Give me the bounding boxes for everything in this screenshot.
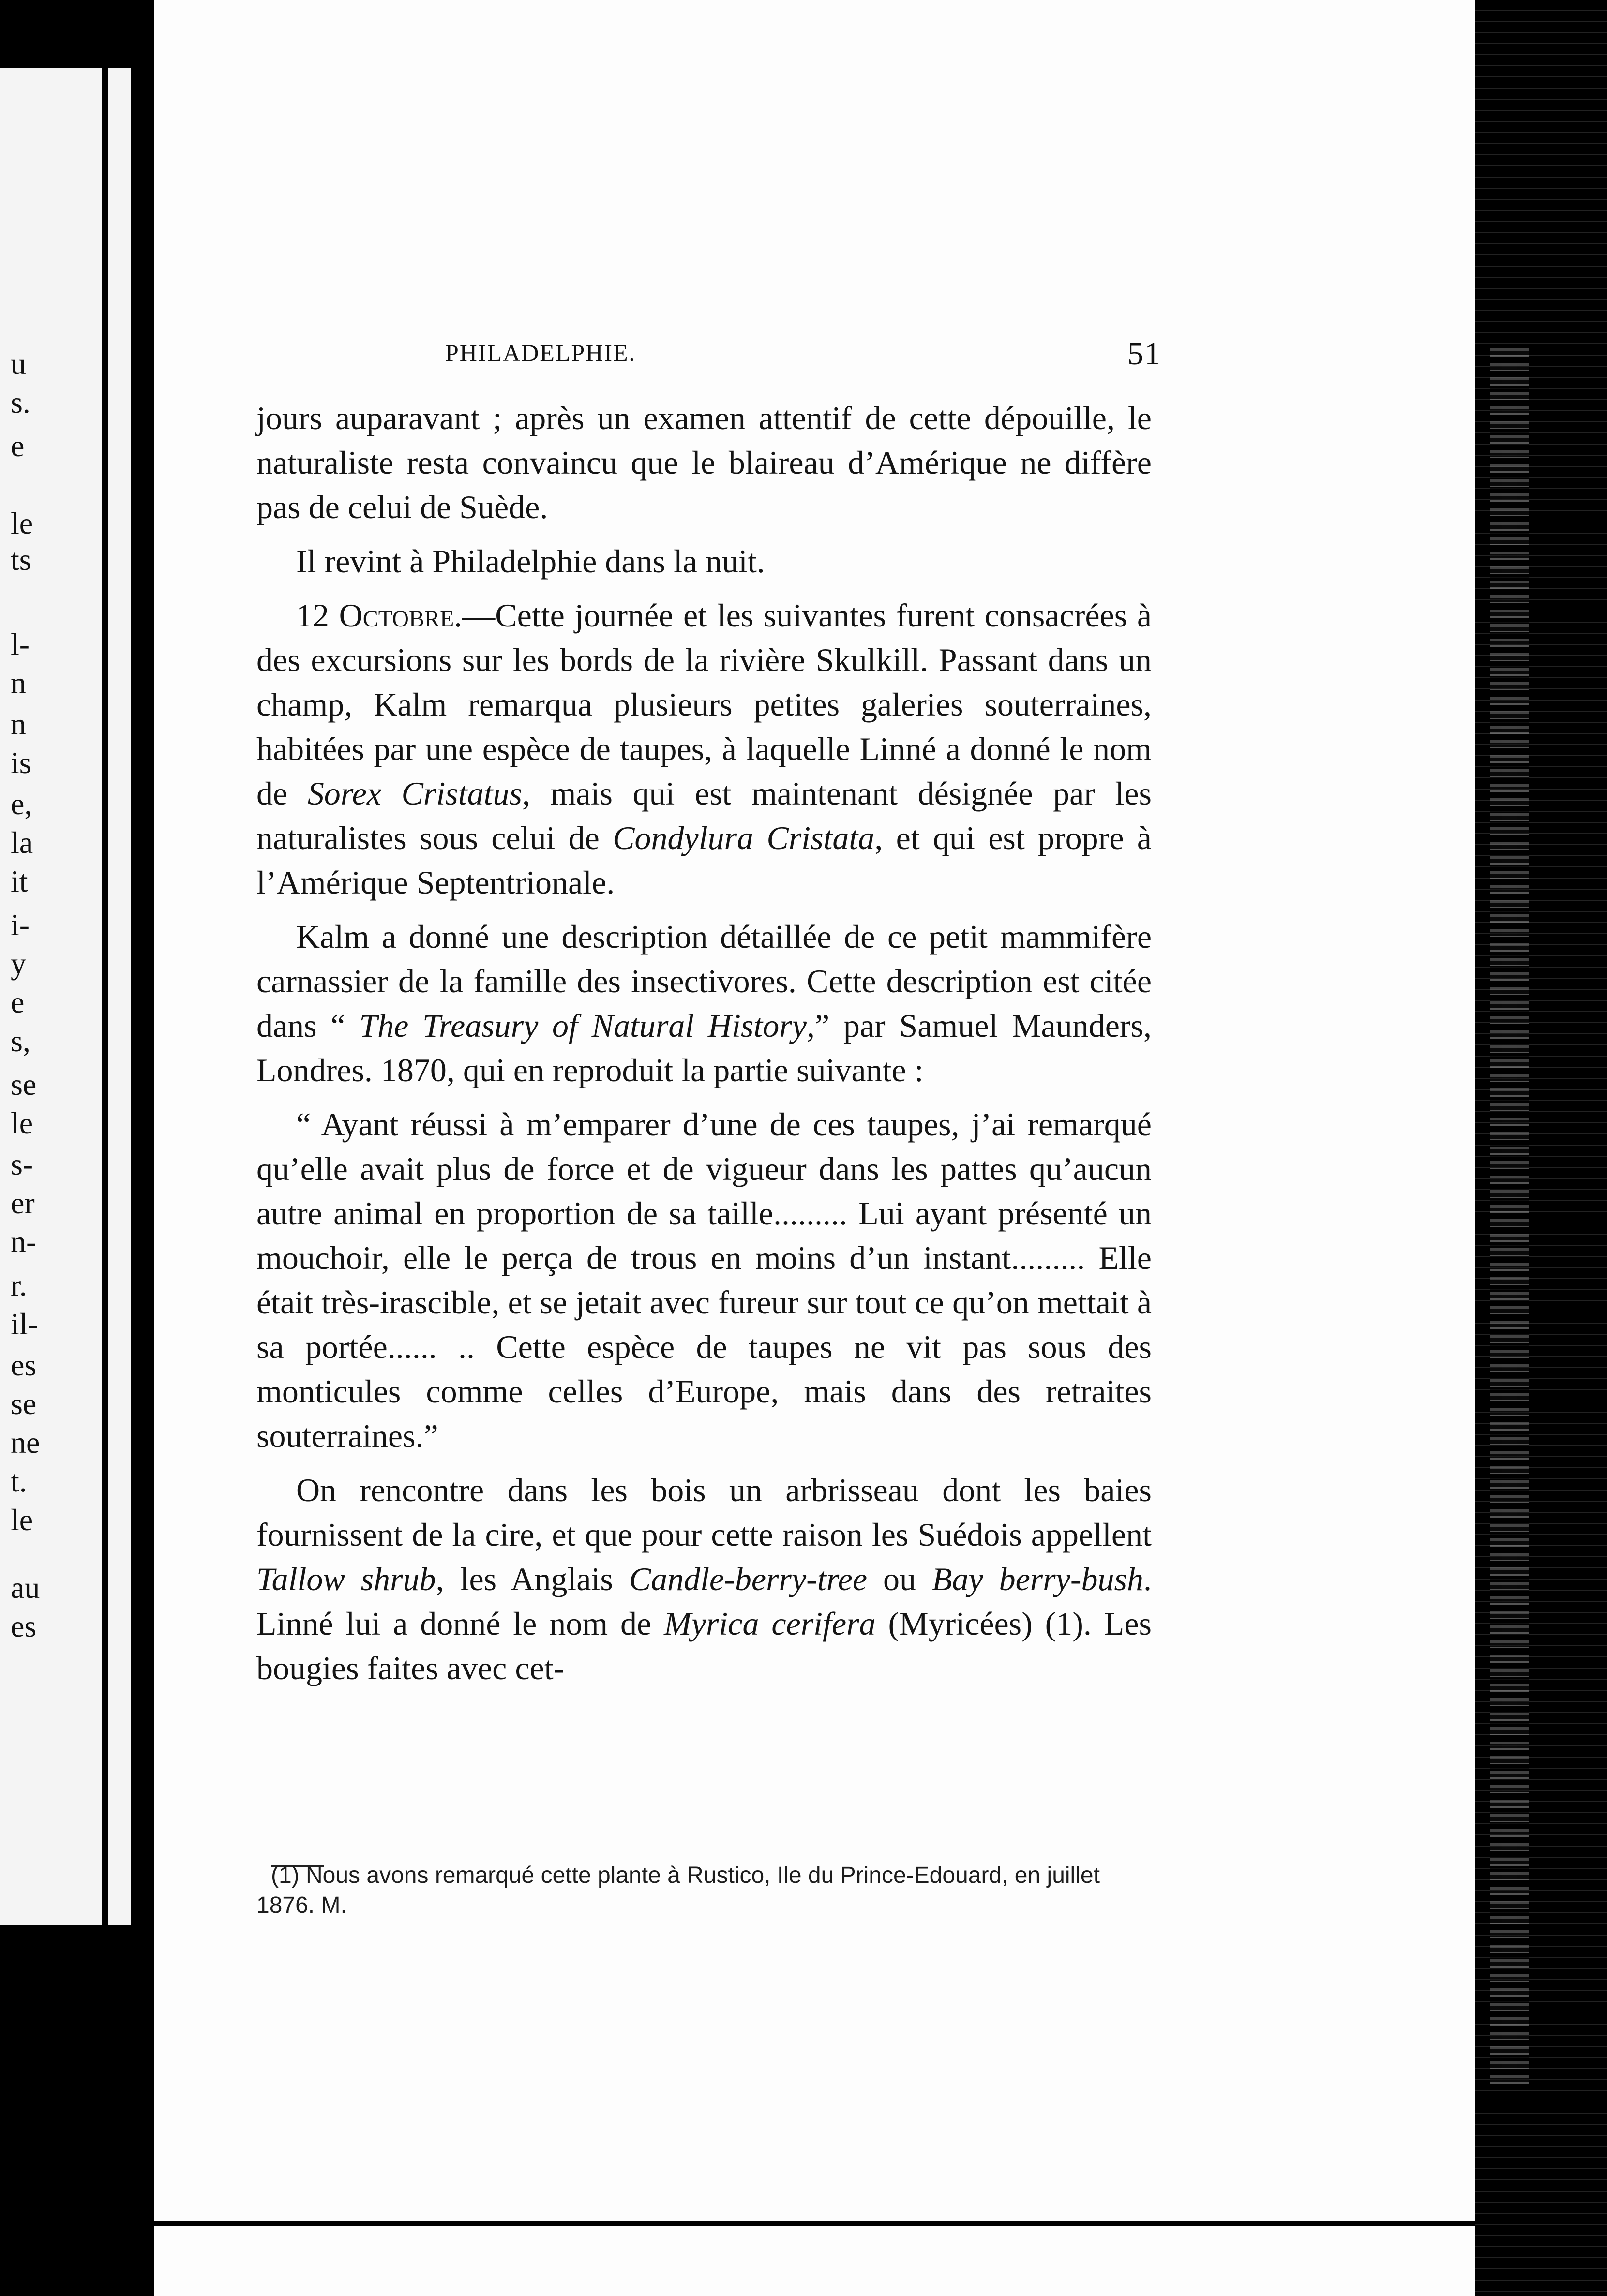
text-segment: Tallow shrub [256, 1561, 436, 1597]
text-segment: Candle-berry-tree [629, 1561, 868, 1597]
text-segment: . Linné lui a donné le nom de [256, 1561, 1152, 1642]
text-segment: ou [867, 1561, 932, 1597]
facing-page-fragment: n [11, 707, 26, 741]
facing-page-fragment: s- [11, 1147, 33, 1181]
gutter-shadow [102, 68, 108, 1925]
facing-page-fragment: es [11, 1609, 37, 1643]
text-segment: Myrica cerifera [664, 1605, 876, 1642]
paragraph-p3 [256, 593, 1152, 905]
paragraph-p2 [256, 539, 1152, 583]
footnote [256, 1861, 1152, 1921]
page-bottom-border [154, 2221, 1475, 2226]
facing-page-fragment: au [11, 1570, 40, 1605]
facing-page-fragment: er [11, 1186, 35, 1220]
paragraph-p6 [256, 1468, 1152, 1690]
paragraph-p5 [256, 1102, 1152, 1458]
footnote-text: (1) Nous avons remarqué cette plante à Rustico, Ile du Prince-Edouard, en juillet 1876. M. [256, 1863, 1100, 1918]
text-segment: , mais qui est maintenant désignée par les naturalistes sous celui de [256, 775, 1152, 856]
running-title: PHILADELPHIE. [445, 339, 636, 366]
text-segment: , et qui est propre à l’Amérique Septentrionale. [256, 820, 1152, 901]
facing-page-fragment: e [11, 985, 25, 1019]
text-segment: jours auparavant ; après un examen attentif de cette dépouille, le naturaliste resta convaincu que le blaireau d’Amérique ne diffère pas de celui de Suède. [256, 400, 1152, 525]
page-number: 51 [1127, 336, 1161, 372]
text-segment: .—Cette journée et les suivantes furent consacrées à des excursions sur les bords de la rivière Skulkill. Passant dans un champ, Kalm remarqua plusieurs petites galeries souterraines, habitées par une espèce de taupes, à laquelle Linné a donné le nom de [256, 597, 1152, 812]
text-segment: (Myricées) (1). Les bougies faites avec cet- [256, 1605, 1152, 1686]
facing-page-fragment: e, [11, 787, 32, 821]
facing-page-fragment: it [11, 864, 28, 898]
facing-page-fragment: se [11, 1067, 37, 1102]
text-segment: The Treasury of Natural History [359, 1007, 807, 1044]
facing-page-fragment: es [11, 1348, 37, 1382]
facing-page-fragment: se [11, 1387, 37, 1421]
text-segment: Il revint à Philadelphie dans la nuit. [296, 543, 765, 580]
text-segment: , les Anglais [436, 1561, 629, 1597]
facing-page-fragment: is [11, 745, 31, 780]
text-segment: Bay berry-bush [931, 1561, 1144, 1597]
text-segment: “ Ayant réussi à m’emparer d’une de ces taupes, j’ai remarqué qu’elle avait plus de force et de vigueur dans les pattes qu’aucun autre animal en proportion de sa taille......... Lui ayant présenté un mouchoir, elle le perça de trous en moins d’un instant......... Elle était très-irascible, et se jetait avec fureur sur tout ce qu’on mettait à sa portée...... .. Cette espèce de taupes ne vit pas sous des monticules comme celles d’Europe, mais dans des retraites souterraines.” [256, 1106, 1152, 1454]
facing-page-fragment: t. [11, 1464, 27, 1498]
page-edge-texture [1490, 348, 1529, 2090]
facing-page-edge [0, 68, 131, 1925]
body-text [256, 396, 1152, 1700]
facing-page-fragment: n [11, 666, 26, 700]
facing-page-fragment: u [11, 346, 26, 381]
facing-page-fragment: e [11, 429, 25, 463]
text-segment: Condylura Cristata [613, 820, 875, 856]
facing-page-fragment: ne [11, 1425, 40, 1460]
facing-page-fragment: n- [11, 1224, 37, 1259]
facing-page-fragment: i- [11, 908, 30, 942]
text-segment: On rencontre dans les bois un arbrisseau dont les baies fournissent de la cire, et que pour cette raison les Suédois appellent [256, 1472, 1152, 1553]
facing-page-fragment: r. [11, 1268, 27, 1302]
facing-page-fragment: s, [11, 1024, 30, 1058]
text-segment: 12 [296, 597, 339, 634]
facing-page-fragment: le [11, 1503, 33, 1537]
facing-page-fragment: ts [11, 542, 31, 577]
facing-page-fragment: le [11, 506, 33, 540]
facing-page-fragment: l- [11, 627, 30, 661]
facing-page-fragment: le [11, 1106, 33, 1140]
text-segment: Octobre [339, 597, 454, 634]
text-segment: Sorex Cristatus [307, 775, 522, 812]
facing-page-fragment: il- [11, 1307, 38, 1341]
text-segment: Kalm a donné une description détaillée de ce petit mammifère carnassier de la famille des insectivores. Cette description est citée dans “ [256, 918, 1152, 1044]
paragraph-p1 [256, 396, 1152, 529]
facing-page-fragment: s. [11, 385, 30, 419]
paragraph-p4 [256, 914, 1152, 1092]
text-segment: ,” par Samuel Maunders, Londres. 1870, qui en reproduit la partie suivante : [256, 1007, 1152, 1088]
facing-page-fragment: y [11, 946, 26, 981]
facing-page-fragment: la [11, 825, 33, 860]
